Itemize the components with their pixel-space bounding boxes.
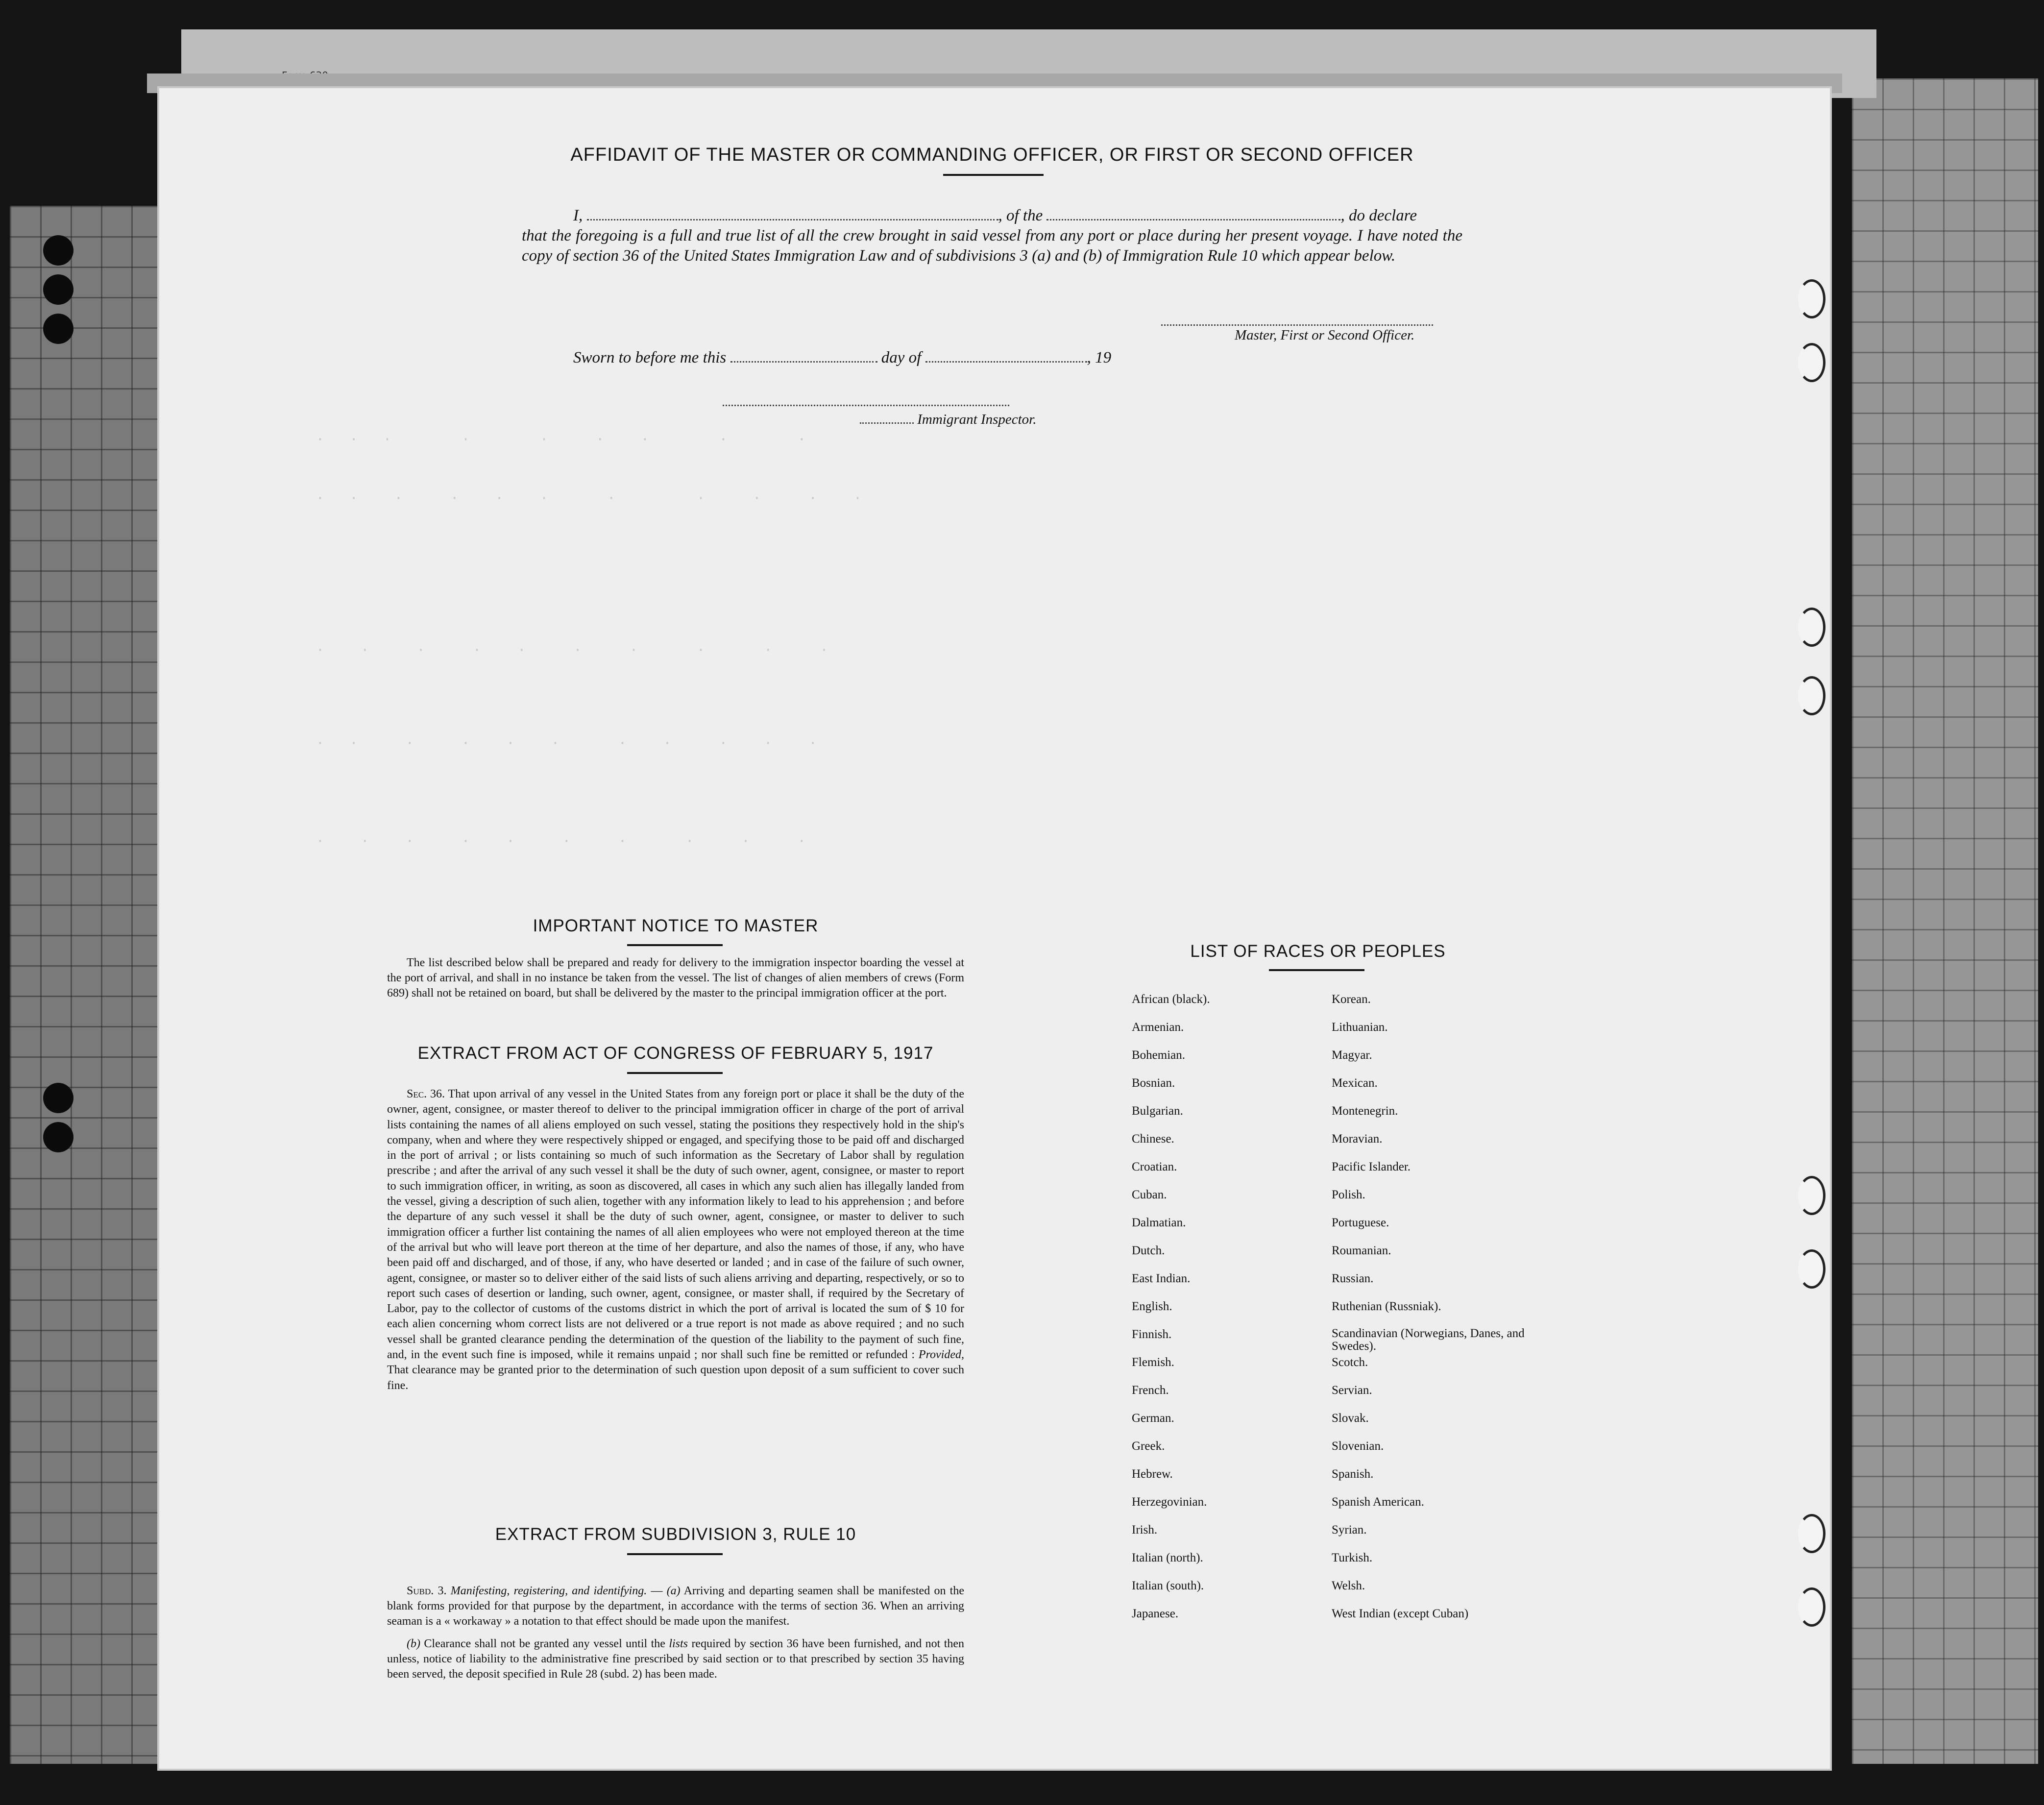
- race-item: Croatian.: [1132, 1160, 1177, 1173]
- race-item: Hebrew.: [1132, 1467, 1173, 1481]
- master-signature-field[interactable]: [1161, 324, 1433, 326]
- sworn-line: [573, 349, 1111, 367]
- race-item: Pacific Islander.: [1332, 1160, 1411, 1173]
- race-item: Magyar.: [1332, 1049, 1372, 1062]
- races-column-2: [1332, 992, 1528, 1634]
- sworn-year: , 19: [1087, 349, 1112, 366]
- race-item: Slovak.: [1332, 1412, 1369, 1425]
- race-item: English.: [1132, 1300, 1172, 1313]
- section-label: Sec. 36.: [407, 1088, 445, 1100]
- race-item: Mexican.: [1332, 1076, 1378, 1090]
- sworn-prefix: Sworn to before me this: [573, 349, 727, 366]
- extract-act-title: EXTRACT FROM ACT OF CONGRESS OF FEBRUARY 5, 1917: [417, 1044, 934, 1063]
- race-item: Servian.: [1332, 1384, 1372, 1397]
- race-item: East Indian.: [1132, 1272, 1191, 1285]
- rule-para-b: [387, 1636, 964, 1682]
- race-item: Turkish.: [1332, 1551, 1373, 1564]
- race-item: Bohemian.: [1132, 1049, 1186, 1062]
- affidavit-body: that the foregoing is a full and true list of all the crew brought in said vessel from any port or place during her present voyage. I have noted the copy of section 36 of the United States Immigration Law and of subdivisions 3 (a) and (b) of Immigration Rule 10 which appear below.: [522, 227, 1462, 265]
- notice-title: IMPORTANT NOTICE TO MASTER: [533, 916, 819, 935]
- race-item: Slovenian.: [1332, 1439, 1384, 1453]
- binder-hole: [43, 1083, 73, 1113]
- race-item: Spanish American.: [1332, 1495, 1424, 1509]
- race-item: Irish.: [1132, 1523, 1158, 1537]
- race-item: Flemish.: [1132, 1356, 1174, 1369]
- race-item: Bulgarian.: [1132, 1104, 1183, 1118]
- inspector-label: Immigrant Inspector.: [917, 412, 1037, 427]
- rule-para-a: Subd. 3. Manifesting, registering, and identifying. — (a) Arriving and departing seamen shall be manifested on the blank forms provided for that purpose by the department, in accordance with the terms of section 36. When an arriving seaman is a « workaway » a notation to that effect should be made upon the manifest.: [387, 1585, 965, 1628]
- section-text: That upon arrival of any vessel in the United States from any foreign port or place it shall be the duty of the owner, agent, consignee, or master thereof to deliver to the principal immigration officer in charge of the port of arrival lists containing the names of all aliens employed on such vessel, stating the positions they respectively hold in the ship's company, when and where they were respectively shipped or engaged, and specifying those to be paid off and discharged in the port of arrival ; or lists containing so much of such information as the Secretary of Labor shall by regulation prescribe ; and after the arrival of any such vessel it shall be the duty of such owner, agent, consignee, or master to report to such immigration officer, in writing, as soon as discovered, all cases in which any such alien has illegally landed from the vessel, giving a description of such alien, together with any information likely to lead to his apprehension ; and before the departure of any such vessel it shall be the duty of such owner, agent, consignee, or master to deliver to such immigration officer a further list containing the names of all alien employees who were not employed thereon at the time of the arrival but who will leave port thereon at the time of her departure, and also the names of those, if any, who have been paid off and discharged, and of those, if any, who have deserted or landed ; and in case of the failure of such owner, agent, consignee, or master so to deliver either of the said lists of such aliens arriving and departing, respectively, or so to report such cases of desertion or landing, such owner, agent, consignee, or master shall, if required by the Secretary of Labor, pay to the collector of customs of the customs district in which the port of arrival is located the sum of $ 10 for each alien concerning whom correct lists are not delivered or a true report is not made as above required ; and no such vessel shall be granted clearance pending the determination of the question of the liability to the payment of such fine, and, in the event such fine is imposed, while it remains unpaid ; nor shall such fine be remitted or refunded :: [387, 1088, 964, 1362]
- race-item: Scandinavian (Norwegians, Danes, and Swedes).: [1332, 1327, 1525, 1353]
- page-hole: [1798, 1249, 1825, 1289]
- page-hole: [1798, 676, 1825, 715]
- page-hole: [1798, 608, 1825, 647]
- declarant-label: I,: [573, 207, 583, 224]
- race-item: Dutch.: [1132, 1244, 1165, 1257]
- declarant-name-field[interactable]: [587, 219, 998, 220]
- subd-heading: Manifesting, registering, and identifying.: [450, 1585, 647, 1597]
- race-item: Syrian.: [1332, 1523, 1367, 1537]
- race-item: Welsh.: [1332, 1579, 1365, 1592]
- race-item: West Indian (except Cuban): [1332, 1607, 1469, 1620]
- para-b-lists: lists: [669, 1637, 688, 1650]
- right-manifest-sheet: [1852, 78, 2038, 1764]
- extract-act-body: [387, 1087, 964, 1393]
- page-hole: [1798, 1514, 1825, 1553]
- binder-hole: [43, 1122, 73, 1152]
- provided-text: That clearance may be granted prior to the determination of such question upon deposit of a sum sufficient to cover such fine.: [387, 1364, 964, 1392]
- race-item: Cuban.: [1132, 1188, 1167, 1201]
- para-a-label: (a): [666, 1585, 681, 1597]
- race-item: Armenian.: [1132, 1021, 1184, 1034]
- title-underline: [943, 174, 1044, 176]
- race-item: Chinese.: [1132, 1132, 1174, 1146]
- extract-rule-underline: [627, 1553, 723, 1555]
- page-hole: [1798, 279, 1825, 318]
- declare-label: , do declare: [1340, 207, 1417, 224]
- races-title: LIST OF RACES OR PEOPLES: [1190, 942, 1446, 961]
- master-signature-label: Master, First or Second Officer.: [1235, 327, 1415, 343]
- race-item: Herzegovinian.: [1132, 1495, 1207, 1509]
- race-item: Dalmatian.: [1132, 1216, 1186, 1229]
- para-a-text: Arriving and departing seamen shall be manifested on the blank forms provided for that purpose by the department, in accordance with the terms of section 36. When an arriving seaman is a « workaway » a notation to that effect should be made upon the manifest.: [387, 1585, 965, 1628]
- inspector-signature-field[interactable]: [723, 405, 1009, 406]
- of-the-label: , of the: [998, 207, 1043, 224]
- race-item: Polish.: [1332, 1188, 1365, 1201]
- notice-body: The list described below shall be prepared and ready for delivery to the immigration inspector boarding the vessel at the port of arrival, and shall in no instance be taken from the vessel. The list of changes of alien members of crews (Form 689) shall not be retained on board, but shall be delivered by the master to the principal immigration officer at the port.: [387, 956, 964, 1000]
- page-hole: [1798, 343, 1825, 382]
- para-b-label: (b): [407, 1637, 420, 1650]
- notice-underline: [627, 944, 723, 946]
- races-column-1: [1132, 992, 1210, 1634]
- race-item: Finnish.: [1132, 1328, 1172, 1341]
- provided-label: Provided,: [918, 1348, 964, 1362]
- race-item: German.: [1132, 1412, 1174, 1425]
- page-hole: [1798, 1587, 1825, 1627]
- race-item: Portuguese.: [1332, 1216, 1389, 1229]
- race-item: Scotch.: [1332, 1356, 1368, 1369]
- sworn-day-of: day of: [881, 349, 922, 366]
- vessel-name-field[interactable]: [1046, 219, 1340, 220]
- para-b-text-1: Clearance shall not be granted any vessel until the: [424, 1637, 665, 1650]
- affidavit-page: · · · · · · · · · · · · · · · · · · · · · · · · · · · · · · · · · · · · · · · · · · · · · · · · · · ·: [159, 88, 1830, 1769]
- race-item: Korean.: [1332, 993, 1371, 1006]
- race-item: Bosnian.: [1132, 1076, 1175, 1090]
- extract-rule-title: EXTRACT FROM SUBDIVISION 3, RULE 10: [495, 1525, 856, 1544]
- races-underline: [1269, 969, 1364, 971]
- binder-hole: [43, 274, 73, 305]
- extract-act-underline: [627, 1072, 723, 1074]
- race-item: Montenegrin.: [1332, 1104, 1398, 1118]
- sworn-month-field[interactable]: [925, 361, 1087, 363]
- para-b-text-2: required by section 36 have been furnished, and not then unless, notice of liability to the administrative fine prescribed by said section or to that prescribed by section 35 having been served, the deposit specified in Rule 28 (subd. 2) has been made.: [387, 1637, 965, 1681]
- race-item: African (black).: [1132, 993, 1210, 1006]
- race-item: Spanish.: [1332, 1467, 1374, 1481]
- race-item: Italian (north).: [1132, 1551, 1203, 1564]
- affidavit-declaration: [522, 206, 1462, 266]
- race-item: Italian (south).: [1132, 1579, 1204, 1592]
- race-item: Lithuanian.: [1332, 1021, 1388, 1034]
- race-item: Greek.: [1132, 1439, 1165, 1453]
- sworn-day-field[interactable]: [730, 361, 877, 363]
- page-hole: [1798, 1176, 1825, 1215]
- race-item: Russian.: [1332, 1272, 1374, 1285]
- race-item: Roumanian.: [1332, 1244, 1391, 1257]
- race-item: Moravian.: [1332, 1132, 1383, 1146]
- binder-hole: [43, 314, 73, 344]
- race-item: French.: [1132, 1384, 1169, 1397]
- affidavit-title: AFFIDAVIT OF THE MASTER OR COMMANDING OFFICER, OR FIRST OR SECOND OFFICER: [570, 145, 1414, 165]
- subd-label: Subd. 3.: [407, 1585, 447, 1597]
- race-item: Ruthenian (Russniak).: [1332, 1300, 1441, 1313]
- race-item: Japanese.: [1132, 1607, 1179, 1620]
- binder-hole: [43, 235, 73, 266]
- inspector-line: [860, 412, 1037, 428]
